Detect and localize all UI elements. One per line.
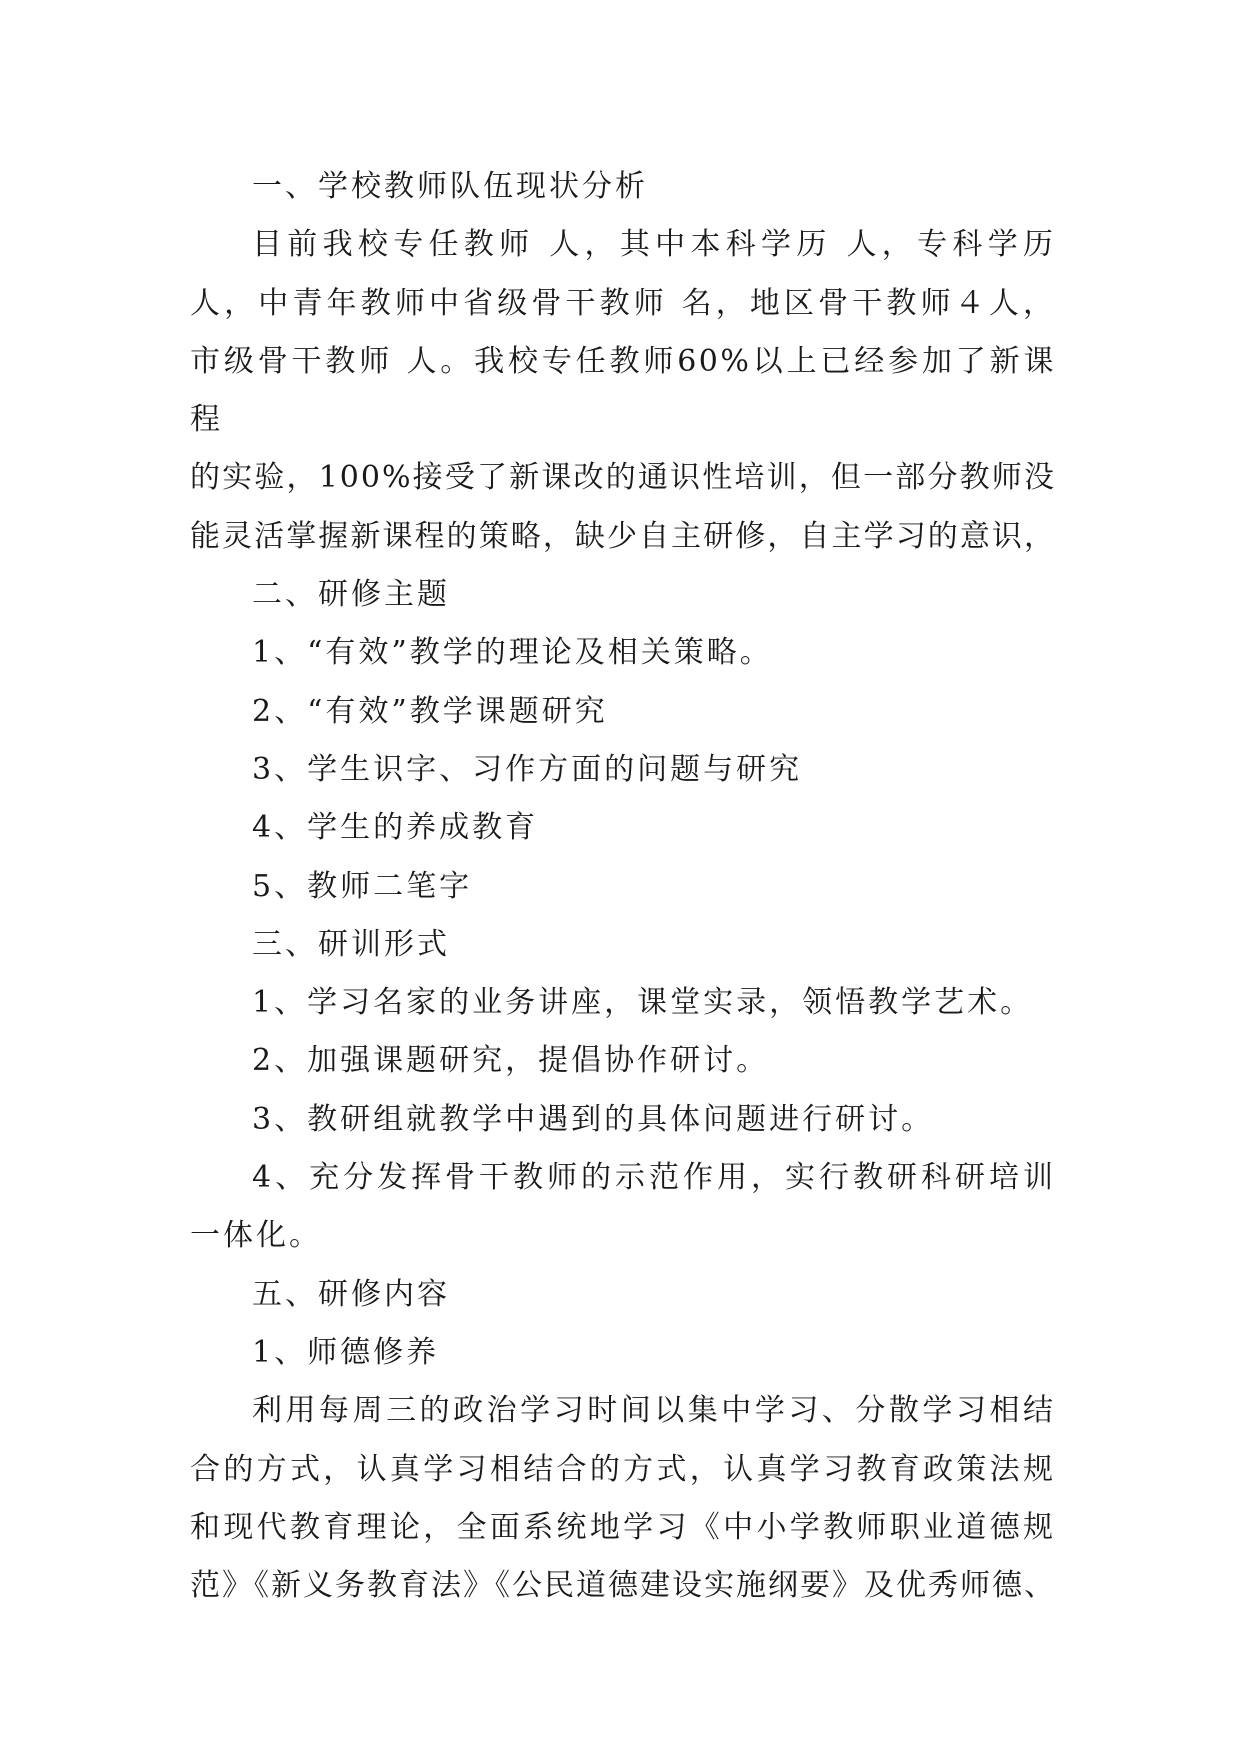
text-line: 一体化。 — [190, 1218, 322, 1254]
text-line: 3、学生识字、习作方面的问题与研究 — [252, 751, 803, 787]
text-line: 二、研修主题 — [252, 577, 450, 613]
text-line: 3、教研组就教学中遇到的具体问题进行研讨。 — [252, 1101, 935, 1137]
text-line: 2、加强课题研究，提倡协作研讨。 — [252, 1043, 770, 1079]
text-line: 市级骨干教师 人。我校专任教师60%以上已经参加了新课程 — [190, 343, 1056, 438]
text-line: 五、研修内容 — [252, 1276, 450, 1312]
text-line: 能灵活掌握新课程的策略，缺少自主研修，自主学习的意识， — [190, 518, 1056, 554]
text-line: 2、“有效”教学课题研究 — [252, 693, 608, 729]
text-line: 4、充分发挥骨干教师的示范作用，实行教研科研培训 — [252, 1160, 1056, 1196]
text-line: 4、学生的养成教育 — [252, 810, 539, 846]
text-line: 1、学习名家的业务讲座，课堂实录，领悟教学艺术。 — [252, 985, 1034, 1021]
text-line: 人，中青年教师中省级骨干教师 名，地区骨干教师４人， — [190, 285, 1056, 321]
text-line: 1、“有效”教学的理论及相关策略。 — [252, 635, 773, 671]
text-line: 目前我校专任教师 人，其中本科学历 人，专科学历 — [252, 227, 1056, 263]
document-body — [190, 158, 1056, 1615]
text-line: 的实验，100%接受了新课改的通识性培训，但一部分教师没 — [190, 460, 1056, 496]
text-line: 范》《新义务教育法》《公民道德建设实施纲要》及优秀师德、 — [190, 1568, 1056, 1604]
text-line: 一、学校教师队伍现状分析 — [252, 169, 648, 204]
text-line: 利用每周三的政治学习时间以集中学习、分散学习相结 — [252, 1393, 1056, 1429]
text-line: 5、教师二笔字 — [252, 868, 473, 904]
text-line: 三、研训形式 — [252, 926, 450, 962]
text-line: 和现代教育理论，全面系统地学习《中小学教师职业道德规 — [190, 1509, 1056, 1545]
text-line: 合的方式，认真学习相结合的方式，认真学习教育政策法规 — [190, 1451, 1056, 1487]
text-line: 1、师德修养 — [252, 1334, 440, 1370]
